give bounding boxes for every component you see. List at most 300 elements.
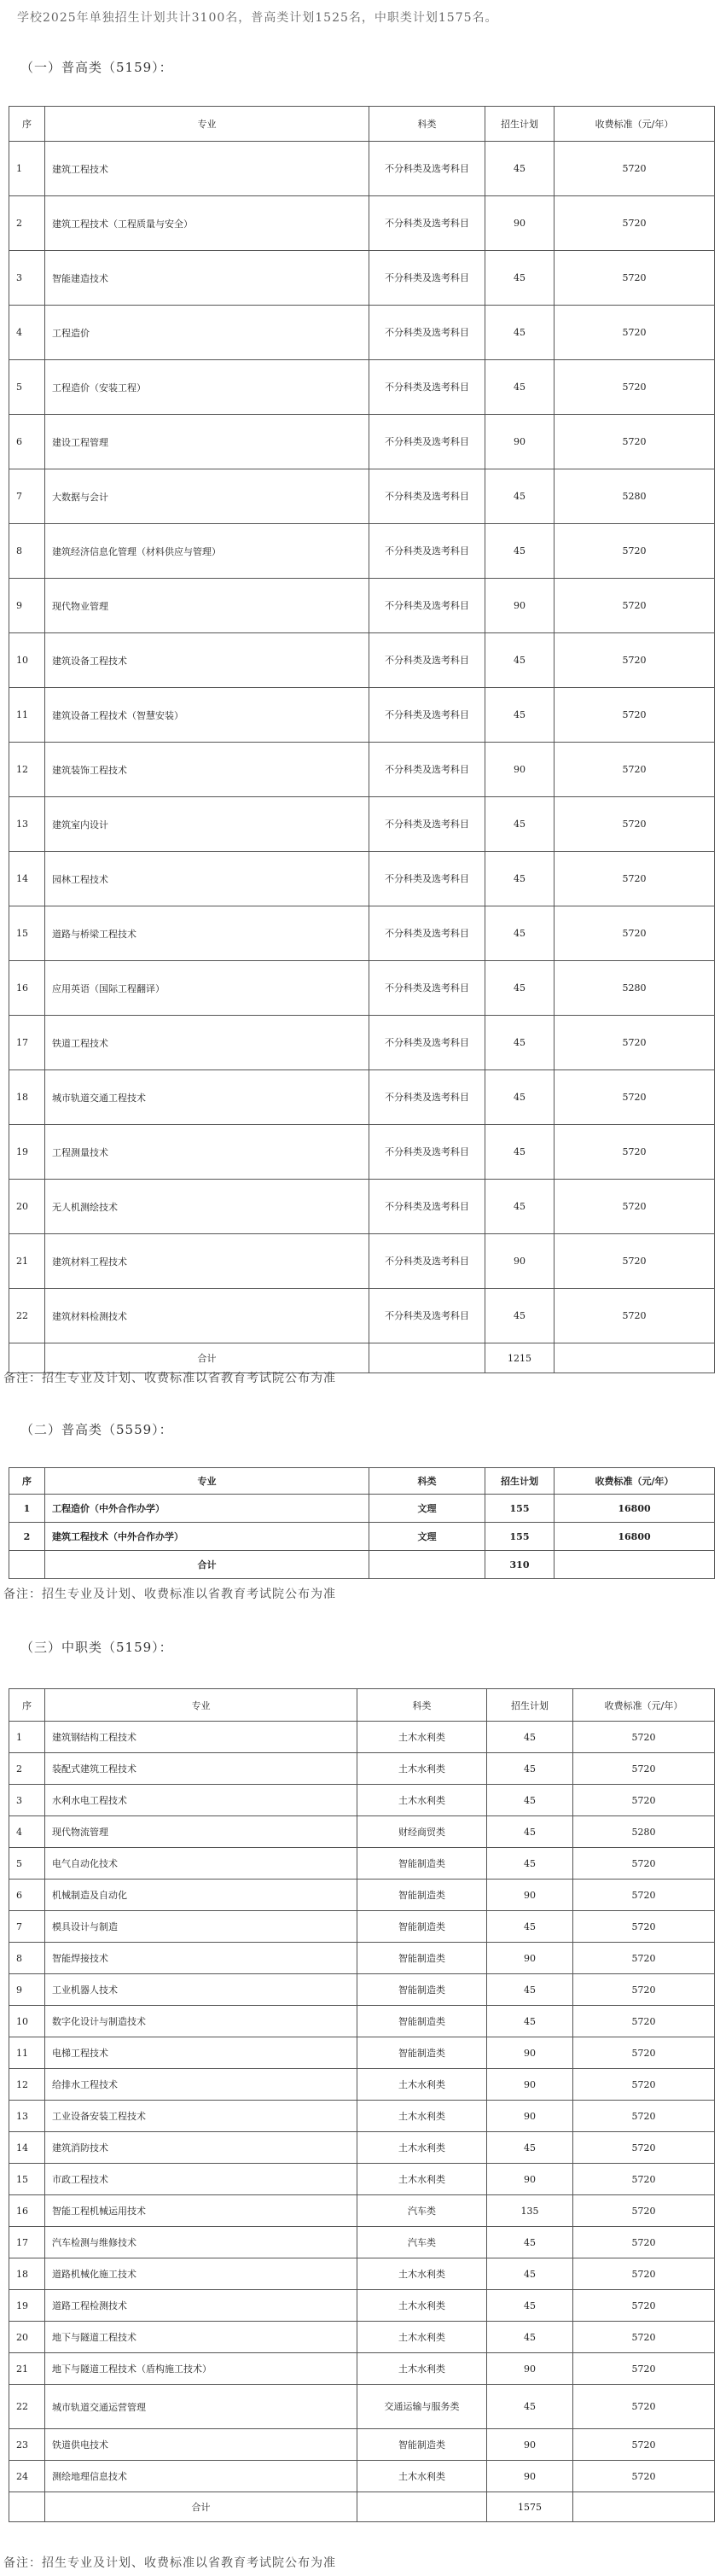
cell-index: 4 (9, 306, 45, 360)
cell-index: 1 (9, 142, 45, 196)
cell-category: 不分科类及选考科目 (369, 196, 485, 251)
note-1: 备注：招生专业及计划、收费标准以省教育考试院公布为准 (3, 1372, 336, 1385)
cell-index: 7 (9, 1911, 45, 1943)
table-row (9, 1880, 715, 1911)
cell-plan: 45 (487, 2385, 573, 2429)
cell-major: 建筑钢结构工程技术 (45, 1722, 357, 1753)
cell-major: 城市轨道交通工程技术 (45, 1070, 369, 1125)
cell-major: 市政工程技术 (45, 2164, 357, 2195)
cell-plan: 45 (485, 1180, 555, 1234)
table-row (9, 1911, 715, 1943)
cell-plan: 90 (487, 2353, 573, 2385)
cell-fee: 5720 (555, 1234, 715, 1289)
cell-plan: 45 (485, 360, 555, 415)
cell-index: 4 (9, 1816, 45, 1848)
header-major: 专业 (45, 1468, 369, 1495)
cell-fee: 5720 (555, 196, 715, 251)
table-row (9, 142, 715, 196)
cell-category: 文理 (369, 1523, 485, 1551)
table-row (9, 360, 715, 415)
cell-category: 智能制造类 (357, 2006, 487, 2037)
table-row (9, 306, 715, 360)
cell-major: 建筑设备工程技术（智慧安装） (45, 688, 369, 743)
cell-major: 现代物流管理 (45, 1816, 357, 1848)
total-fee (555, 1551, 715, 1579)
cell-category: 土木水利类 (357, 2164, 487, 2195)
cell-plan: 45 (487, 2227, 573, 2258)
cell-fee: 5720 (573, 2132, 715, 2164)
cell-plan: 45 (485, 1016, 555, 1070)
table-section-2 (9, 1467, 715, 1579)
cell-fee: 5720 (555, 251, 715, 306)
table-row (9, 797, 715, 852)
cell-plan: 45 (487, 1816, 573, 1848)
cell-major: 建筑工程技术（中外合作办学） (45, 1523, 369, 1551)
cell-index: 9 (9, 579, 45, 633)
table-row (9, 1722, 715, 1753)
table-row (9, 2322, 715, 2353)
total-fee (573, 2492, 715, 2522)
cell-fee: 5720 (555, 1125, 715, 1180)
cell-plan: 45 (487, 1722, 573, 1753)
table-row (9, 2429, 715, 2461)
cell-plan: 90 (487, 2461, 573, 2492)
cell-category: 土木水利类 (357, 1722, 487, 1753)
note-3: 备注：招生专业及计划、收费标准以省教育考试院公布为准 (3, 2556, 336, 2570)
table-row (9, 2037, 715, 2069)
cell-fee: 16800 (555, 1495, 715, 1523)
cell-plan: 45 (485, 306, 555, 360)
cell-fee: 5720 (573, 2227, 715, 2258)
section-title-3: （三）中职类（5159）： (20, 1640, 173, 1655)
table-row (9, 196, 715, 251)
cell-category: 不分科类及选考科目 (369, 1289, 485, 1343)
cell-plan: 90 (485, 743, 555, 797)
table-row (9, 743, 715, 797)
table-row (9, 1816, 715, 1848)
table-row (9, 1974, 715, 2006)
cell-category: 不分科类及选考科目 (369, 251, 485, 306)
table-row (9, 2353, 715, 2385)
total-index (9, 2492, 45, 2522)
cell-plan: 45 (485, 852, 555, 906)
cell-plan: 135 (487, 2195, 573, 2227)
cell-index: 5 (9, 1848, 45, 1880)
cell-fee: 5720 (573, 2385, 715, 2429)
header-plan: 招生计划 (485, 1468, 555, 1495)
cell-plan: 45 (485, 961, 555, 1016)
cell-category: 不分科类及选考科目 (369, 961, 485, 1016)
cell-category: 不分科类及选考科目 (369, 688, 485, 743)
cell-index: 18 (9, 2258, 45, 2290)
cell-major: 园林工程技术 (45, 852, 369, 906)
cell-category: 智能制造类 (357, 1880, 487, 1911)
cell-category: 土木水利类 (357, 2461, 487, 2492)
cell-major: 智能工程机械运用技术 (45, 2195, 357, 2227)
cell-category: 不分科类及选考科目 (369, 1070, 485, 1125)
table-row (9, 251, 715, 306)
cell-plan: 45 (487, 2258, 573, 2290)
cell-plan: 90 (487, 1943, 573, 1974)
table-row (9, 2385, 715, 2429)
cell-category: 不分科类及选考科目 (369, 1234, 485, 1289)
cell-category: 不分科类及选考科目 (369, 906, 485, 961)
total-fee (555, 1343, 715, 1373)
note-2: 备注：招生专业及计划、收费标准以省教育考试院公布为准 (3, 1588, 336, 1601)
cell-fee: 5720 (555, 633, 715, 688)
cell-category: 土木水利类 (357, 2069, 487, 2101)
cell-major: 建筑设备工程技术 (45, 633, 369, 688)
total-label: 合计 (45, 1343, 369, 1373)
header-category: 科类 (369, 1468, 485, 1495)
table-row (9, 906, 715, 961)
cell-major: 道路工程检测技术 (45, 2290, 357, 2322)
cell-index: 15 (9, 2164, 45, 2195)
cell-index: 6 (9, 415, 45, 469)
cell-index: 22 (9, 2385, 45, 2429)
header-plan: 招生计划 (487, 1689, 573, 1722)
cell-index: 14 (9, 2132, 45, 2164)
cell-category: 不分科类及选考科目 (369, 1125, 485, 1180)
cell-major: 汽车检测与维修技术 (45, 2227, 357, 2258)
cell-category: 文理 (369, 1495, 485, 1523)
table-row (9, 852, 715, 906)
table-row (9, 1180, 715, 1234)
cell-plan: 90 (487, 2069, 573, 2101)
cell-index: 18 (9, 1070, 45, 1125)
cell-index: 10 (9, 2006, 45, 2037)
table-row (9, 1016, 715, 1070)
table-row (9, 415, 715, 469)
cell-index: 13 (9, 2101, 45, 2132)
cell-fee: 5720 (555, 306, 715, 360)
cell-major: 水利水电工程技术 (45, 1785, 357, 1816)
cell-category: 不分科类及选考科目 (369, 469, 485, 524)
cell-plan: 45 (487, 1848, 573, 1880)
cell-plan: 155 (485, 1523, 555, 1551)
cell-category: 不分科类及选考科目 (369, 579, 485, 633)
cell-category: 土木水利类 (357, 2101, 487, 2132)
cell-plan: 45 (485, 906, 555, 961)
cell-major: 机械制造及自动化 (45, 1880, 357, 1911)
cell-major: 智能建造技术 (45, 251, 369, 306)
cell-plan: 45 (487, 2132, 573, 2164)
cell-fee: 5720 (573, 2195, 715, 2227)
header-major: 专业 (45, 1689, 357, 1722)
cell-plan: 45 (485, 1125, 555, 1180)
table-row (9, 1289, 715, 1343)
table-row (9, 633, 715, 688)
cell-category: 土木水利类 (357, 2132, 487, 2164)
cell-major: 大数据与会计 (45, 469, 369, 524)
cell-category: 交通运输与服务类 (357, 2385, 487, 2429)
header-index: 序 (9, 1468, 45, 1495)
cell-fee: 5720 (555, 579, 715, 633)
cell-major: 道路与桥梁工程技术 (45, 906, 369, 961)
table-row (9, 2461, 715, 2492)
cell-category: 不分科类及选考科目 (369, 852, 485, 906)
cell-major: 地下与隧道工程技术 (45, 2322, 357, 2353)
cell-fee: 5720 (555, 1180, 715, 1234)
cell-category: 不分科类及选考科目 (369, 306, 485, 360)
cell-category: 土木水利类 (357, 2322, 487, 2353)
cell-major: 应用英语（国际工程翻译） (45, 961, 369, 1016)
cell-category: 财经商贸类 (357, 1816, 487, 1848)
total-row (9, 2492, 715, 2522)
cell-fee: 5720 (555, 1070, 715, 1125)
cell-plan: 45 (487, 1785, 573, 1816)
cell-fee: 5720 (573, 1785, 715, 1816)
cell-plan: 45 (485, 524, 555, 579)
table-row (9, 1070, 715, 1125)
cell-plan: 45 (485, 142, 555, 196)
cell-plan: 45 (485, 797, 555, 852)
cell-category: 不分科类及选考科目 (369, 524, 485, 579)
cell-major: 现代物业管理 (45, 579, 369, 633)
intro-text: 学校2025年单独招生计划共计3100名，普高类计划1525名，中职类计划1575名。 (17, 11, 498, 25)
cell-fee: 5720 (573, 1943, 715, 1974)
cell-fee: 5720 (573, 2101, 715, 2132)
cell-major: 工程造价 (45, 306, 369, 360)
cell-major: 铁道工程技术 (45, 1016, 369, 1070)
cell-category: 不分科类及选考科目 (369, 360, 485, 415)
cell-fee: 5720 (573, 1880, 715, 1911)
cell-major: 工业机器人技术 (45, 1974, 357, 2006)
cell-index: 20 (9, 1180, 45, 1234)
cell-index: 19 (9, 1125, 45, 1180)
cell-major: 建筑材料工程技术 (45, 1234, 369, 1289)
cell-fee: 5720 (555, 906, 715, 961)
header-category: 科类 (369, 107, 485, 142)
cell-major: 给排水工程技术 (45, 2069, 357, 2101)
cell-category: 智能制造类 (357, 1911, 487, 1943)
cell-fee: 5720 (573, 2429, 715, 2461)
table-row (9, 579, 715, 633)
cell-index: 16 (9, 2195, 45, 2227)
table-row (9, 2290, 715, 2322)
header-major: 专业 (45, 107, 369, 142)
header-category: 科类 (357, 1689, 487, 1722)
table-row (9, 469, 715, 524)
table-section-3 (9, 1688, 715, 2522)
cell-fee: 5280 (555, 469, 715, 524)
cell-plan: 45 (485, 633, 555, 688)
total-label: 合计 (45, 2492, 357, 2522)
header-index: 序 (9, 107, 45, 142)
cell-fee: 5720 (573, 1848, 715, 1880)
cell-fee: 5720 (573, 1753, 715, 1785)
cell-index: 22 (9, 1289, 45, 1343)
table-row (9, 2069, 715, 2101)
cell-index: 11 (9, 688, 45, 743)
total-category (369, 1343, 485, 1373)
cell-index: 2 (9, 1753, 45, 1785)
cell-fee: 5720 (573, 2037, 715, 2069)
cell-category: 不分科类及选考科目 (369, 743, 485, 797)
cell-index: 6 (9, 1880, 45, 1911)
cell-category: 不分科类及选考科目 (369, 142, 485, 196)
cell-category: 土木水利类 (357, 2290, 487, 2322)
cell-fee: 5720 (555, 797, 715, 852)
cell-fee: 5720 (555, 415, 715, 469)
cell-major: 建筑工程技术（工程质量与安全） (45, 196, 369, 251)
cell-major: 工程造价（安装工程） (45, 360, 369, 415)
cell-fee: 5720 (573, 2006, 715, 2037)
cell-category: 不分科类及选考科目 (369, 797, 485, 852)
table-row (9, 2006, 715, 2037)
cell-plan: 45 (487, 2322, 573, 2353)
cell-fee: 5720 (555, 743, 715, 797)
cell-category: 智能制造类 (357, 1943, 487, 1974)
section-title-1: （一）普高类（5159）： (20, 60, 173, 75)
cell-major: 地下与隧道工程技术（盾构施工技术） (45, 2353, 357, 2385)
cell-fee: 5720 (573, 2069, 715, 2101)
section-title-2: （二）普高类（5559）： (20, 1422, 173, 1437)
cell-index: 14 (9, 852, 45, 906)
header-index: 序 (9, 1689, 45, 1722)
cell-major: 电梯工程技术 (45, 2037, 357, 2069)
table-row (9, 524, 715, 579)
cell-major: 工程造价（中外合作办学） (45, 1495, 369, 1523)
cell-fee: 5720 (555, 1016, 715, 1070)
cell-major: 城市轨道交通运营管理 (45, 2385, 357, 2429)
cell-plan: 90 (487, 1880, 573, 1911)
total-index (9, 1551, 45, 1579)
table-section-1 (9, 106, 715, 1373)
cell-fee: 5720 (555, 852, 715, 906)
cell-fee: 5720 (573, 2353, 715, 2385)
cell-index: 3 (9, 251, 45, 306)
table-row (9, 1753, 715, 1785)
cell-category: 土木水利类 (357, 2258, 487, 2290)
cell-plan: 45 (487, 1753, 573, 1785)
cell-major: 建筑工程技术 (45, 142, 369, 196)
cell-category: 不分科类及选考科目 (369, 633, 485, 688)
cell-fee: 5720 (573, 2164, 715, 2195)
cell-category: 智能制造类 (357, 1848, 487, 1880)
cell-major: 电气自动化技术 (45, 1848, 357, 1880)
total-label: 合计 (45, 1551, 369, 1579)
cell-fee: 5720 (555, 360, 715, 415)
header-fee: 收费标准（元/年） (573, 1689, 715, 1722)
table-row (9, 1125, 715, 1180)
cell-index: 16 (9, 961, 45, 1016)
cell-index: 12 (9, 2069, 45, 2101)
header-fee: 收费标准（元/年） (555, 107, 715, 142)
cell-major: 数字化设计与制造技术 (45, 2006, 357, 2037)
cell-major: 模具设计与制造 (45, 1911, 357, 1943)
cell-major: 工业设备安装工程技术 (45, 2101, 357, 2132)
cell-major: 道路机械化施工技术 (45, 2258, 357, 2290)
cell-index: 3 (9, 1785, 45, 1816)
cell-major: 无人机测绘技术 (45, 1180, 369, 1234)
cell-category: 智能制造类 (357, 2429, 487, 2461)
cell-plan: 45 (485, 251, 555, 306)
table-row (9, 2258, 715, 2290)
cell-plan: 90 (487, 2037, 573, 2069)
cell-index: 17 (9, 2227, 45, 2258)
cell-index: 10 (9, 633, 45, 688)
cell-fee: 5720 (573, 2258, 715, 2290)
total-plan: 1215 (485, 1343, 555, 1373)
cell-category: 土木水利类 (357, 1785, 487, 1816)
cell-index: 21 (9, 2353, 45, 2385)
table-row (9, 688, 715, 743)
table-row (9, 2164, 715, 2195)
cell-category: 智能制造类 (357, 2037, 487, 2069)
cell-fee: 5720 (573, 1722, 715, 1753)
cell-plan: 90 (485, 579, 555, 633)
cell-index: 20 (9, 2322, 45, 2353)
cell-plan: 45 (487, 1911, 573, 1943)
cell-category: 不分科类及选考科目 (369, 1180, 485, 1234)
cell-fee: 5720 (555, 688, 715, 743)
cell-plan: 45 (485, 1289, 555, 1343)
cell-fee: 5720 (555, 142, 715, 196)
cell-major: 建筑装饰工程技术 (45, 743, 369, 797)
total-plan: 310 (485, 1551, 555, 1579)
cell-plan: 155 (485, 1495, 555, 1523)
cell-category: 智能制造类 (357, 1974, 487, 2006)
total-plan: 1575 (487, 2492, 573, 2522)
cell-plan: 90 (487, 2164, 573, 2195)
cell-plan: 45 (487, 2006, 573, 2037)
cell-fee: 5280 (555, 961, 715, 1016)
table-row (9, 2132, 715, 2164)
cell-index: 1 (9, 1722, 45, 1753)
cell-index: 12 (9, 743, 45, 797)
cell-major: 建筑材料检测技术 (45, 1289, 369, 1343)
total-category (369, 1551, 485, 1579)
cell-major: 建筑消防技术 (45, 2132, 357, 2164)
table-row (9, 1495, 715, 1523)
table-row (9, 1848, 715, 1880)
cell-plan: 45 (487, 2290, 573, 2322)
cell-category: 不分科类及选考科目 (369, 415, 485, 469)
cell-fee: 5720 (573, 1911, 715, 1943)
cell-index: 11 (9, 2037, 45, 2069)
cell-plan: 45 (485, 1070, 555, 1125)
cell-plan: 45 (485, 688, 555, 743)
cell-major: 测绘地理信息技术 (45, 2461, 357, 2492)
cell-index: 1 (9, 1495, 45, 1523)
table-row (9, 2227, 715, 2258)
cell-category: 土木水利类 (357, 1753, 487, 1785)
table-row (9, 1234, 715, 1289)
cell-fee: 5720 (573, 2461, 715, 2492)
table-row (9, 1943, 715, 1974)
table-row (9, 2101, 715, 2132)
cell-fee: 5720 (555, 1289, 715, 1343)
total-category (357, 2492, 487, 2522)
cell-fee: 5720 (573, 2290, 715, 2322)
cell-index: 17 (9, 1016, 45, 1070)
cell-plan: 45 (485, 469, 555, 524)
cell-index: 15 (9, 906, 45, 961)
header-fee: 收费标准（元/年） (555, 1468, 715, 1495)
cell-major: 工程测量技术 (45, 1125, 369, 1180)
cell-category: 汽车类 (357, 2227, 487, 2258)
table-row (9, 961, 715, 1016)
table-row (9, 2195, 715, 2227)
cell-index: 19 (9, 2290, 45, 2322)
cell-index: 8 (9, 524, 45, 579)
cell-fee: 5280 (573, 1816, 715, 1848)
cell-plan: 90 (485, 1234, 555, 1289)
total-row (9, 1551, 715, 1579)
cell-index: 23 (9, 2429, 45, 2461)
cell-fee: 16800 (555, 1523, 715, 1551)
